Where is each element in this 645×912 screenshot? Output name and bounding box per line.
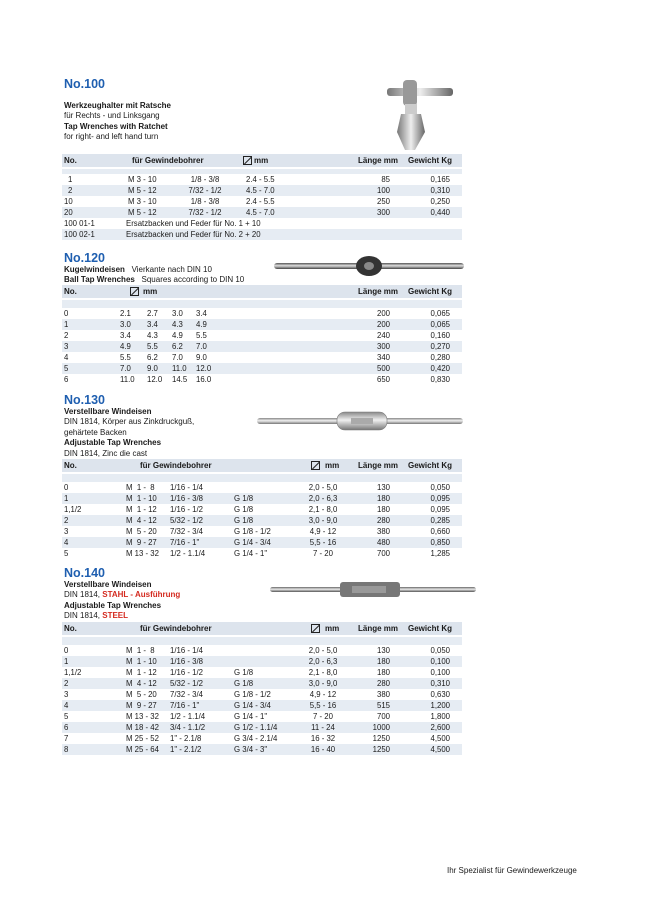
table-cell: 0,100 (430, 657, 450, 666)
table-row (62, 319, 462, 330)
table-cell: G 3/4 - 2.1/4 (234, 734, 278, 743)
table-row (62, 482, 462, 493)
table-cell: 0 (64, 646, 69, 655)
table-cell: 7 - 20 (313, 712, 333, 721)
table-cell: 7/16 - 1" (170, 538, 200, 547)
table-cell: 100 01-1 (64, 219, 95, 228)
table-cell: 5.5 (120, 353, 131, 362)
table-cell: 5.5 (196, 331, 207, 340)
table-cell: 0,250 (430, 197, 450, 206)
table-cell: M 4 - 12 (126, 679, 157, 688)
table-cell: 180 (376, 505, 390, 514)
table-cell: M 13 - 32 (126, 549, 159, 558)
table-cell: 0,065 (430, 309, 450, 318)
table-cell: 0,850 (430, 538, 450, 547)
table-cell: 5 (64, 712, 69, 721)
table-cell: 3,0 - 9,0 (308, 679, 338, 688)
table-cell: 9.0 (196, 353, 207, 362)
table-cell: 0,270 (430, 342, 450, 351)
table-cell: 5,5 - 16 (309, 538, 337, 547)
table-cell: 11.0 (120, 375, 135, 384)
section-desc-140: Verstellbare Windeisen DIN 1814, STAHL - Ausführung Adjustable Tap Wrenches DIN 1814, STEEL (64, 580, 181, 621)
table-cell: G 1/8 (234, 516, 254, 525)
table-cell: 0,830 (430, 375, 450, 384)
table-cell: M 5 - 20 (126, 690, 157, 699)
table-cell: 3 (64, 690, 69, 699)
table-cell: M 5 - 20 (126, 527, 157, 536)
table-cell: 3 (64, 527, 69, 536)
table-cell: 1,200 (430, 701, 450, 710)
table-cell: M 1 - 8 (126, 646, 155, 655)
table-cell: 0 (64, 309, 69, 318)
table-cell: 1,285 (430, 549, 450, 558)
table-cell: 2.4 - 5.5 (246, 197, 275, 206)
table-cell: 5 (64, 364, 69, 373)
table-cell: 2,1 - 8,0 (308, 668, 338, 677)
table-cell: 300 (376, 342, 390, 351)
table-cell: 280 (376, 516, 390, 525)
table-row (62, 515, 462, 526)
table-cell: M 13 - 32 (126, 712, 159, 721)
table-header-140: No. für Gewindebohrer mm Länge mm Gewicht Kg (62, 622, 462, 635)
table-cell: 0,280 (430, 353, 450, 362)
diameter-symbol-icon (311, 624, 320, 633)
table-cell: 180 (376, 668, 390, 677)
table-cell: M 18 - 42 (126, 723, 159, 732)
table-cell: 1" - 2.1/8 (170, 734, 202, 743)
table-cell: 1250 (372, 745, 390, 754)
table-cell: 0,095 (430, 505, 450, 514)
table-cell: G 1/8 - 1/2 (234, 527, 271, 536)
table-cell: M 3 - 10 (128, 197, 157, 206)
table-cell: 20 (64, 208, 73, 217)
table-cell: M 25 - 52 (126, 734, 159, 743)
table-cell: 1/16 - 3/8 (170, 657, 203, 666)
table-cell: 4.5 - 7.0 (246, 186, 275, 195)
table-cell: 4,9 - 12 (309, 527, 337, 536)
table-cell: G 3/4 - 3" (234, 745, 268, 754)
ratchet-tap-wrench-image (385, 70, 455, 152)
ball-tap-wrench-image (272, 255, 467, 277)
table-cell: 7.0 (196, 342, 207, 351)
table-cell: G 1/8 (234, 494, 254, 503)
table-cell: 0,065 (430, 320, 450, 329)
table-cell: G 1/4 - 1" (234, 712, 268, 721)
table-cell: 480 (376, 538, 390, 547)
table-cell: 500 (376, 364, 390, 373)
table-cell: 12.0 (147, 375, 163, 384)
table-cell: 1,1/2 (64, 668, 82, 677)
table-cell: 3.0 (120, 320, 131, 329)
table-cell: 0,095 (430, 494, 450, 503)
table-cell: 4.5 - 7.0 (246, 208, 275, 217)
table-cell: 0,440 (430, 208, 450, 217)
table-cell: 2,0 - 6,3 (308, 494, 338, 503)
table-cell: 2,0 - 5,0 (308, 483, 338, 492)
table-cell: M 1 - 8 (126, 483, 155, 492)
table-row (62, 330, 462, 341)
section-desc-130: Verstellbare Windeisen DIN 1814, Körper aus Zinkdruckguß, gehärtete Backen Adjustable Tap Wrenches DIN 1814, Zinc die cast (64, 407, 195, 458)
table-cell: Ersatzbacken und Feder für No. 1 + 10 (126, 219, 261, 228)
diameter-symbol-icon (243, 156, 252, 165)
table-cell: M 5 - 12 (128, 208, 157, 217)
steel-adjustable-tap-wrench-image (268, 578, 480, 602)
table-cell: 3,0 - 9,0 (308, 516, 338, 525)
section-title-140: No.140 (64, 566, 105, 580)
table-cell: 4.3 (172, 320, 183, 329)
table-cell: G 1/4 - 1" (234, 549, 268, 558)
table-cell: 130 (376, 646, 390, 655)
table-cell: 380 (376, 527, 390, 536)
table-cell: 0,050 (430, 646, 450, 655)
table-cell: G 1/2 - 1.1/4 (234, 723, 278, 732)
table-cell: 1000 (372, 723, 390, 732)
table-row (62, 548, 462, 559)
table-row (62, 526, 462, 537)
table-cell: 7/32 - 1/2 (188, 186, 222, 195)
table-cell: 16.0 (196, 375, 212, 384)
table-cell: 2 (64, 331, 69, 340)
table-cell: 1" - 2.1/2 (170, 745, 202, 754)
table-cell: 180 (376, 657, 390, 666)
table-cell: 7/16 - 1" (170, 701, 200, 710)
table-cell: M 1 - 10 (126, 494, 157, 503)
table-cell: 100 02-1 (64, 230, 95, 239)
table-row (62, 645, 462, 656)
table-row (62, 667, 462, 678)
table-cell: 340 (376, 353, 390, 362)
table-cell: 3 (64, 342, 69, 351)
table-cell: 1/8 - 3/8 (190, 175, 220, 184)
table-row (62, 722, 462, 733)
table-cell: 2.4 - 5.5 (246, 175, 275, 184)
table-cell: 3.4 (120, 331, 131, 340)
table-row (62, 229, 462, 240)
table-cell: 1/16 - 1/2 (170, 668, 203, 677)
footer-text: Ihr Spezialist für Gewindewerkzeuge (447, 866, 577, 875)
table-row (62, 656, 462, 667)
table-row (62, 711, 462, 722)
table-cell: 6.2 (172, 342, 183, 351)
table-cell: Ersatzbacken und Feder für No. 2 + 20 (126, 230, 261, 239)
table-cell: 4,500 (430, 734, 450, 743)
table-cell: 0,420 (430, 364, 450, 373)
table-cell: M 9 - 27 (126, 701, 157, 710)
table-cell: 1,1/2 (64, 505, 82, 514)
table-cell: 0,630 (430, 690, 450, 699)
table-cell: 1/16 - 1/2 (170, 505, 203, 514)
table-cell: 1,800 (430, 712, 450, 721)
table-row (62, 185, 462, 196)
table-cell: 7/32 - 3/4 (170, 527, 203, 536)
table-cell: 2 (64, 679, 69, 688)
table-cell: 11.0 (172, 364, 187, 373)
table-cell: 0,285 (430, 516, 450, 525)
table-cell: G 1/8 (234, 679, 254, 688)
table-cell: 0,310 (430, 186, 450, 195)
section-desc-120: Kugelwindeisen Vierkante nach DIN 10 Ball Tap Wrenches Squares according to DIN 10 (64, 265, 245, 285)
table-cell: 2,0 - 5,0 (308, 646, 338, 655)
table-cell: 280 (376, 679, 390, 688)
section-desc-100: Werkzeughalter mit Ratsche für Rechts - und Linksgang Tap Wrenches with Ratchet for right- and left hand turn (64, 101, 171, 142)
table-cell: 85 (381, 175, 390, 184)
table-cell: 180 (376, 494, 390, 503)
table-cell: M 5 - 12 (128, 186, 157, 195)
table-cell: 14.5 (172, 375, 188, 384)
table-cell: 515 (376, 701, 390, 710)
section-title-100: No.100 (64, 77, 105, 91)
table-cell: 2,1 - 8,0 (308, 505, 338, 514)
table-cell: 240 (376, 331, 390, 340)
table-cell: 1 (64, 320, 69, 329)
table-row (62, 700, 462, 711)
table-cell: 0,310 (430, 679, 450, 688)
table-row (62, 196, 462, 207)
table-cell: 16 - 40 (310, 745, 336, 754)
table-cell: 2 (64, 516, 69, 525)
table-cell: 7.0 (172, 353, 183, 362)
table-cell: 4,9 - 12 (309, 690, 337, 699)
table-cell: 7/32 - 1/2 (188, 208, 222, 217)
table-cell: M 1 - 10 (126, 657, 157, 666)
table-cell: 4.9 (196, 320, 207, 329)
table-cell: 7 - 20 (313, 549, 333, 558)
table-cell: 2.7 (147, 309, 158, 318)
table-cell: 4 (64, 353, 69, 362)
table-cell: G 1/8 (234, 668, 254, 677)
table-cell: 6 (64, 723, 69, 732)
table-cell: M 9 - 27 (126, 538, 157, 547)
table-cell: M 1 - 12 (126, 505, 157, 514)
table-cell: 1/16 - 3/8 (170, 494, 203, 503)
table-row (62, 363, 462, 374)
table-cell: 700 (376, 712, 390, 721)
table-cell: 650 (376, 375, 390, 384)
table-row (62, 374, 462, 385)
table-cell: 0,050 (430, 483, 450, 492)
table-cell: 6 (64, 375, 69, 384)
table-cell: 4.9 (172, 331, 183, 340)
table-cell: 6.2 (147, 353, 158, 362)
table-cell: M 4 - 12 (126, 516, 157, 525)
table-row (62, 537, 462, 548)
table-cell: 3.4 (147, 320, 158, 329)
diameter-symbol-icon (311, 461, 320, 470)
table-cell: 7.0 (120, 364, 131, 373)
table-cell: 12.0 (196, 364, 212, 373)
table-cell: 5 (64, 549, 69, 558)
table-cell: 200 (376, 309, 390, 318)
table-cell: 0 (64, 483, 69, 492)
table-cell: 3.4 (196, 309, 207, 318)
table-cell: 11 - 24 (311, 723, 335, 732)
table-cell: M 1 - 12 (126, 668, 157, 677)
table-row (62, 733, 462, 744)
table-row (62, 207, 462, 218)
table-cell: 8 (64, 745, 69, 754)
table-cell: 0,160 (430, 331, 450, 340)
table-cell: 100 (376, 186, 390, 195)
table-cell: 2,600 (430, 723, 450, 732)
table-cell: 700 (376, 549, 390, 558)
table-cell: 1 (68, 175, 73, 184)
table-cell: 7/32 - 3/4 (170, 690, 203, 699)
table-cell: 7 (64, 734, 69, 743)
table-cell: 300 (376, 208, 390, 217)
table-cell: M 25 - 64 (126, 745, 159, 754)
table-cell: 4,500 (430, 745, 450, 754)
table-cell: G 1/8 - 1/2 (234, 690, 271, 699)
table-row (62, 504, 462, 515)
adjustable-tap-wrench-image (255, 409, 467, 433)
table-cell: 10 (64, 197, 73, 206)
table-cell: G 1/8 (234, 505, 254, 514)
table-cell: 1250 (372, 734, 390, 743)
table-cell: 5,5 - 16 (309, 701, 337, 710)
table-row (62, 341, 462, 352)
table-row (62, 352, 462, 363)
table-row (62, 493, 462, 504)
table-row (62, 174, 462, 185)
table-cell: 5/32 - 1/2 (170, 679, 203, 688)
section-title-130: No.130 (64, 393, 105, 407)
table-row (62, 678, 462, 689)
table-row (62, 744, 462, 755)
table-cell: 2.1 (120, 309, 131, 318)
diameter-symbol-icon (130, 287, 139, 296)
table-cell: 250 (376, 197, 390, 206)
table-cell: 2 (68, 186, 73, 195)
table-cell: 1/8 - 3/8 (190, 197, 220, 206)
table-cell: 4 (64, 538, 69, 547)
table-cell: 1 (64, 494, 69, 503)
table-row (62, 218, 462, 229)
table-cell: 1 (64, 657, 69, 666)
table-cell: 1/2 - 1.1/4 (170, 549, 206, 558)
table-cell: G 1/4 - 3/4 (234, 701, 271, 710)
table-cell: 9.0 (147, 364, 158, 373)
table-cell: 130 (376, 483, 390, 492)
table-cell: 5.5 (147, 342, 158, 351)
table-cell: 4 (64, 701, 69, 710)
table-row (62, 308, 462, 319)
table-cell: 380 (376, 690, 390, 699)
table-cell: 4.3 (147, 331, 158, 340)
table-cell: 0,660 (430, 527, 450, 536)
table-cell: M 3 - 10 (128, 175, 157, 184)
table-cell: 1/16 - 1/4 (170, 646, 203, 655)
table-header-130: No. für Gewindebohrer mm Länge mm Gewicht Kg (62, 459, 462, 472)
table-cell: 16 - 32 (310, 734, 336, 743)
table-cell: 2,0 - 6,3 (308, 657, 338, 666)
table-row (62, 689, 462, 700)
table-cell: 5/32 - 1/2 (170, 516, 203, 525)
table-cell: 0,100 (430, 668, 450, 677)
table-header-100: No. für Gewindebohrer mm Länge mm Gewicht Kg (62, 154, 462, 167)
table-cell: 1/2 - 1.1/4 (170, 712, 206, 721)
table-cell: 3/4 - 1.1/2 (170, 723, 206, 732)
section-title-120: No.120 (64, 251, 105, 265)
table-cell: 200 (376, 320, 390, 329)
table-cell: G 1/4 - 3/4 (234, 538, 271, 547)
table-cell: 1/16 - 1/4 (170, 483, 203, 492)
table-cell: 4.9 (120, 342, 131, 351)
table-header-120: No. mm Länge mm Gewicht Kg (62, 285, 462, 298)
table-cell: 3.0 (172, 309, 183, 318)
table-cell: 0,165 (430, 175, 450, 184)
